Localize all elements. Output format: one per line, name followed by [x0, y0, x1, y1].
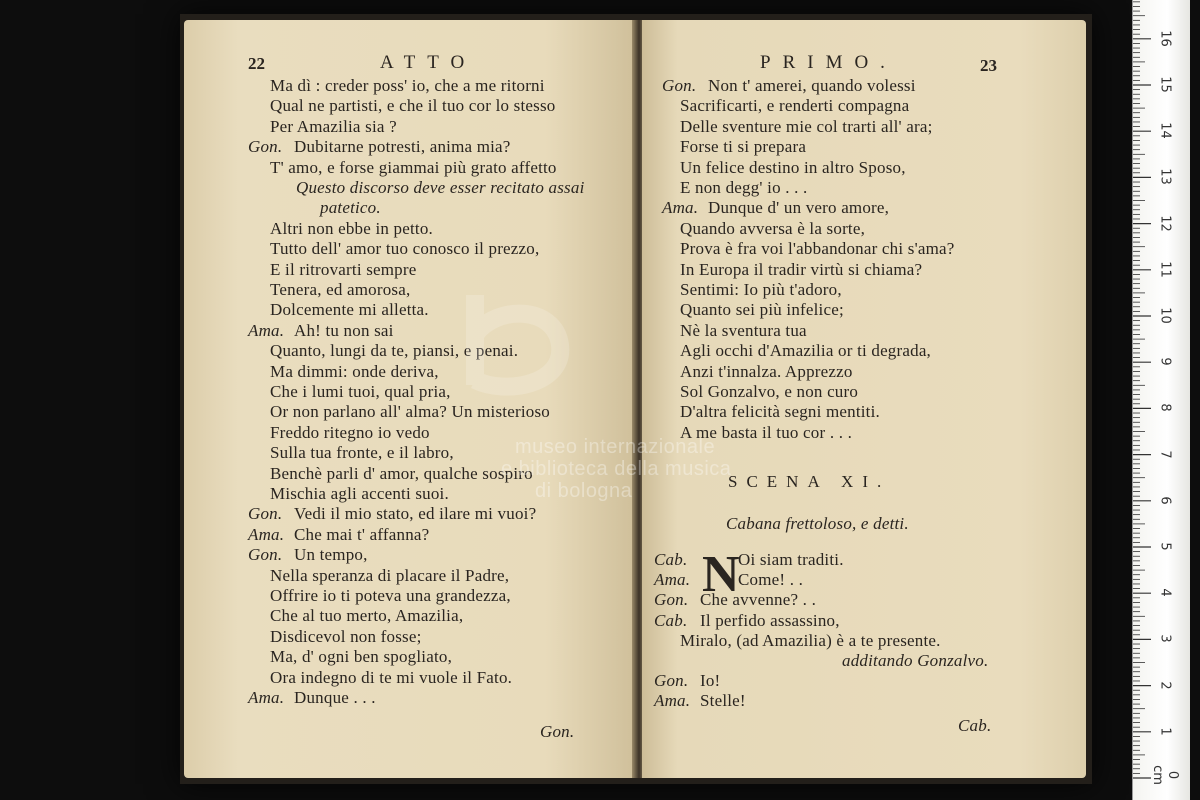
verse-line: patetico. — [320, 198, 381, 218]
ruler-label: 15 — [1157, 76, 1173, 93]
verse-line: Ora indegno di te mi vuole il Fato. — [270, 667, 513, 687]
speaker-name: Gon. — [654, 671, 689, 691]
speaker-name: Ama. — [654, 570, 691, 590]
right-catchword: Cab. — [958, 716, 992, 735]
verse-line: Freddo ritegno io vedo — [270, 422, 430, 442]
verse-line: Forse ti si prepara — [680, 137, 807, 157]
verse-line: Vedi il mio stato, ed ilare mi vuoi? — [294, 504, 537, 524]
ruler-label: 10 — [1157, 307, 1173, 324]
ruler-label: 14 — [1157, 122, 1173, 139]
ruler-label: 3 — [1157, 634, 1173, 644]
verse-line: Offrire io ti poteva una grandezza, — [270, 586, 511, 605]
scene-title: SCENA XI. — [728, 472, 891, 491]
verse-line: Quanto, lungi da te, piansi, e penai. — [270, 341, 519, 361]
verse-line: Dunque d' un vero amore, — [708, 198, 890, 218]
speaker-name: Cab. — [654, 610, 688, 630]
watermark-line-3: di bologna — [535, 480, 633, 502]
verse-line: Sulla tua fronte, e il labro, — [270, 443, 454, 463]
speaker-name: Gon. — [248, 137, 283, 157]
ruler-label: 7 — [1157, 449, 1173, 459]
stage-direction: Cabana frettoloso, e detti. — [726, 514, 909, 533]
verse-line: Oi siam traditi. — [738, 550, 844, 569]
ruler-label: 5 — [1157, 542, 1173, 551]
verse-line: Delle sventure mie col trarti all' ara; — [680, 116, 933, 136]
verse-line: Che avvenne? . . — [700, 590, 817, 610]
ruler-label: 13 — [1157, 168, 1173, 186]
ruler-label: 0 cm — [1150, 765, 1180, 785]
verse-line: A me basta il tuo cor . . . — [680, 422, 853, 442]
speaker-name: Gon. — [248, 545, 283, 565]
verse-line: Ma dimmi: onde deriva, — [270, 361, 439, 381]
speaker-name: Ama. — [248, 688, 285, 707]
verse-line: Miralo, (ad Amazilia) è a te presente. — [680, 630, 941, 650]
verse-line: Sol Gonzalvo, e non curo — [680, 382, 859, 401]
speaker-name: Ama. — [248, 524, 285, 544]
verse-line: In Europa il tradir virtù si chiama? — [680, 259, 923, 279]
ruler-label: 8 — [1157, 403, 1173, 413]
right-running-header: PRIMO. — [760, 52, 897, 73]
speaker-name: Gon. — [248, 504, 283, 524]
speaker-name: Ama. — [662, 198, 699, 218]
verse-line: Altri non ebbe in petto. — [270, 218, 433, 238]
verse-line: Stelle! — [700, 691, 746, 711]
speaker-name: Ama. — [248, 320, 285, 340]
verse-line: Tenera, ed amorosa, — [270, 280, 411, 299]
watermark — [501, 436, 732, 502]
speaker-name: Gon. — [662, 76, 697, 95]
right-page — [642, 20, 1086, 778]
verse-line: Non t' amerei, quando volessi — [708, 76, 916, 95]
measuring-ruler — [1132, 0, 1190, 800]
verse-line: Un tempo, — [294, 545, 368, 565]
ruler-label: 6 — [1157, 496, 1173, 505]
speaker-name: Gon. — [654, 590, 689, 610]
verse-line: Benchè parli d' amor, qualche sospiro — [270, 463, 533, 483]
verse-line: Che i lumi tuoi, qual pria, — [270, 382, 451, 401]
verse-line: Ah! tu non sai — [294, 320, 394, 340]
verse-line: Quando avversa è la sorte, — [680, 218, 866, 238]
verse-line: Come! . . — [738, 570, 804, 590]
verse-line: Sacrificarti, e renderti compagna — [680, 96, 910, 116]
verse-line: E il ritrovarti sempre — [270, 259, 417, 279]
ruler-label: 11 — [1157, 261, 1173, 278]
verse-line: Il perfido assassino, — [700, 610, 840, 630]
ruler-label: 9 — [1157, 357, 1173, 366]
verse-line: Qual ne partisti, e che il tuo cor lo stesso — [270, 96, 556, 116]
ruler-label: 16 — [1157, 30, 1173, 47]
verse-line: Anzi t'innalza. Apprezzo — [680, 361, 853, 381]
left-catchword: Gon. — [540, 722, 575, 741]
verse-line: Un felice destino in altro Sposo, — [680, 157, 906, 177]
verse-line: T' amo, e forse giammai più grato affetto — [270, 157, 557, 177]
verse-line: Mischia agli accenti suoi. — [270, 484, 449, 503]
drop-cap: N — [702, 546, 740, 603]
verse-line: Dubitarne potresti, anima mia? — [294, 137, 511, 157]
verse-line: Questo discorso deve esser recitato assai — [296, 178, 585, 197]
verse-line: D'altra felicità segni mentiti. — [680, 402, 880, 422]
ruler-label: 1 — [1157, 727, 1173, 736]
verse-line: Nè la sventura tua — [680, 320, 807, 340]
verse-line: Quanto sei più infelice; — [680, 300, 844, 320]
museum-logo-icon — [455, 285, 585, 405]
verse-line: Tutto dell' amor tuo conosco il prezzo, — [270, 239, 540, 259]
watermark-line-1: museo internazionale — [515, 436, 716, 458]
speaker-name: Ama. — [654, 691, 691, 711]
verse-line: E non degg' io . . . — [680, 178, 808, 197]
verse-line: Dunque . . . — [294, 688, 376, 707]
watermark-line-2: e biblioteca della musica — [501, 458, 732, 480]
ruler-label: 2 — [1157, 680, 1173, 690]
verse-line: Agli occhi d'Amazilia or ti degrada, — [680, 341, 932, 361]
left-running-header: ATTO — [380, 52, 477, 73]
verse-line: Disdicevol non fosse; — [270, 626, 422, 646]
verse-line: Per Amazilia sia ? — [270, 116, 397, 136]
left-folio: 22 — [248, 54, 265, 73]
ruler-label: 12 — [1157, 214, 1173, 232]
verse-line: Che al tuo merto, Amazilia, — [270, 606, 464, 626]
open-book — [180, 14, 1092, 784]
verse-line: Dolcemente mi alletta. — [270, 300, 429, 320]
verse-line: Prova è fra voi l'abbandonar chi s'ama? — [680, 239, 955, 259]
verse-line: Ma dì : creder poss' io, che a me ritorni — [270, 76, 545, 95]
verse-line: Or non parlano all' alma? Un misterioso — [270, 402, 550, 422]
verse-line: Ma, d' ogni ben spogliato, — [270, 647, 453, 667]
right-folio: 23 — [980, 56, 997, 75]
speaker-name: Cab. — [654, 550, 688, 569]
verse-line: Io! — [700, 671, 721, 691]
ruler-label: 4 — [1157, 588, 1173, 597]
verse-line: Sentimi: Io più t'adoro, — [680, 280, 842, 299]
verse-line: Nella speranza di placare il Padre, — [270, 565, 510, 585]
verse-line: Che mai t' affanna? — [294, 524, 430, 544]
verse-line: additando Gonzalvo. — [842, 651, 989, 670]
